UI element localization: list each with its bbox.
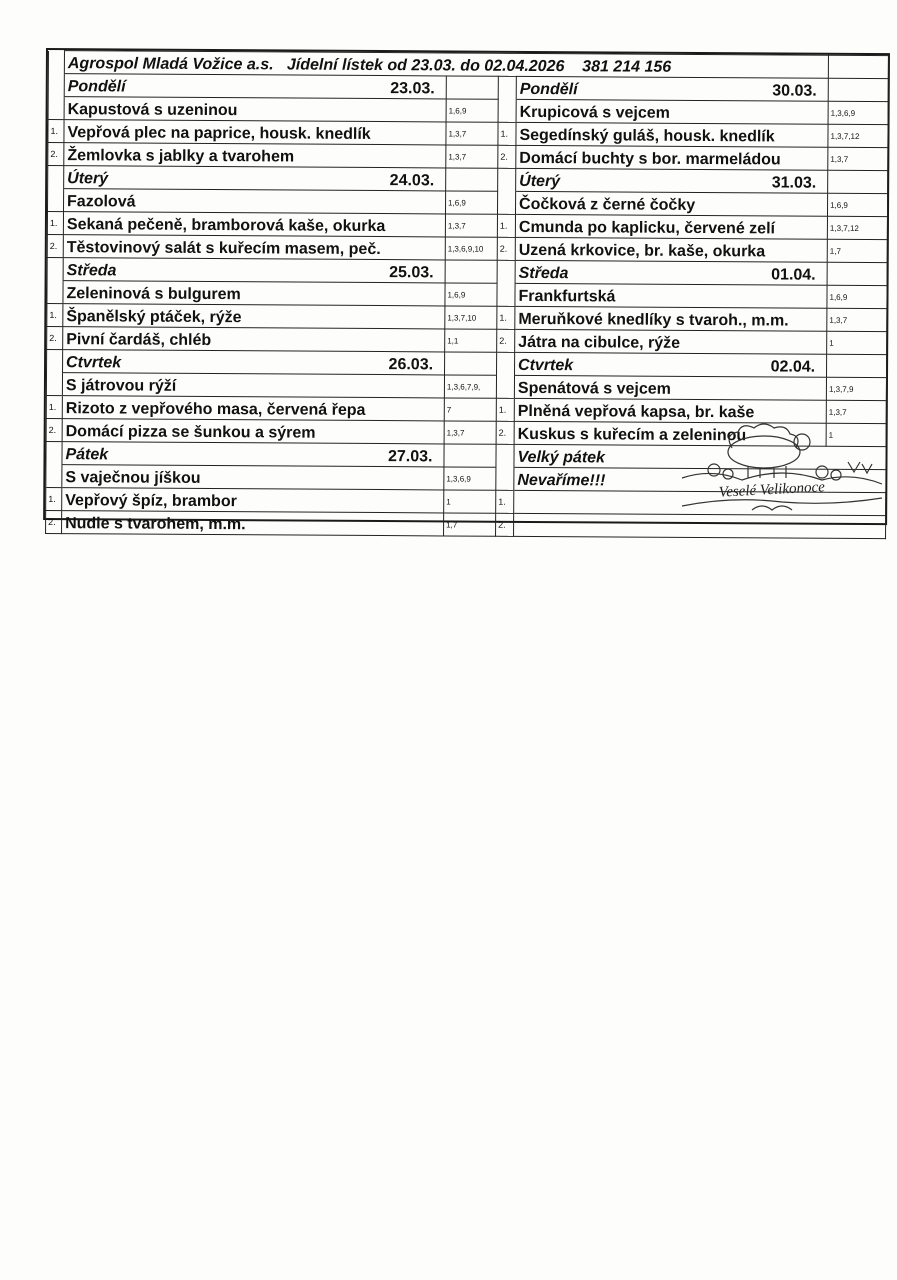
meal-number: 1. [46, 396, 62, 419]
easter-lamb-logo [652, 420, 892, 516]
allergen-code: 1,3,7,12 [828, 124, 888, 147]
day-date: 26.03. [388, 356, 434, 374]
day-date: 02.04. [770, 358, 816, 376]
allergen-empty [445, 352, 497, 375]
allergen-code: 1,6,9 [446, 99, 498, 122]
row-margin [498, 76, 516, 99]
meal-number: 1. [496, 490, 514, 513]
meal-number: 2. [497, 237, 515, 260]
meal-number: 2. [497, 329, 515, 352]
meal-name: Rizoto z vepřového masa, červená řepa [62, 396, 444, 421]
day-name: Pondělí [67, 78, 126, 96]
meal-number: 1. [47, 304, 63, 327]
allergen-code: 1,3,7 [828, 147, 888, 170]
day-date: 27.03. [387, 448, 433, 466]
day-date: 31.03. [771, 174, 817, 192]
day-name: Středa [66, 262, 117, 280]
allergen-empty [827, 354, 887, 377]
allergen-code: 1,6,9 [827, 285, 887, 308]
allergen-code: 1,3,7 [446, 122, 498, 145]
row-margin [46, 442, 62, 465]
row-margin [48, 189, 64, 212]
allergen-code: 1 [444, 490, 496, 513]
easter-greeting: Veselé Velikonoce [718, 479, 826, 501]
allergen-code: 1,3,7,12 [827, 216, 887, 239]
day-date: 23.03. [390, 80, 435, 98]
allergen-code: 1,3,7,9 [826, 377, 886, 400]
meal-number: 2. [47, 327, 63, 350]
left-day-header [63, 258, 445, 283]
meal-number: 2. [496, 421, 514, 444]
meal-number: 1. [496, 398, 514, 421]
row-margin [496, 375, 514, 398]
row-margin [47, 350, 63, 373]
row-margin [46, 465, 62, 488]
day-name: Pondělí [519, 80, 578, 99]
allergen-empty [446, 168, 498, 191]
soup-name: S vaječnou jíškou [62, 465, 444, 490]
row-margin [497, 283, 515, 306]
allergen-code: 1,7 [444, 513, 496, 536]
day-name: Ctvrtek [66, 354, 122, 372]
day-date: 25.03. [389, 264, 434, 282]
allergen-empty [828, 170, 888, 193]
day-date: 01.04. [771, 266, 816, 284]
meal-name: Španělský ptáček, rýže [63, 304, 445, 329]
company-name: Agrospol Mladá Vožice a.s. [67, 55, 274, 74]
meal-number: 1. [498, 122, 516, 145]
left-day-header [63, 350, 445, 375]
meal-name: Uzená krkovice, br. kaše, okurka [515, 237, 827, 262]
meal-name: Vepřový špíz, brambor [62, 488, 444, 513]
allergen-code: 1,3,7,10 [445, 306, 497, 329]
allergen-code: 1 [826, 423, 886, 446]
soup-name: Kapustová s uzeninou [64, 97, 446, 122]
menu-title: Jídelní lístek od 23.03. do 02.04.2026 [286, 56, 565, 76]
meal-name: Domácí pizza se šunkou a sýrem [62, 419, 444, 444]
row-margin [496, 467, 514, 490]
meal-number: 1. [46, 488, 62, 511]
left-day-header [62, 442, 444, 467]
allergen-code: 1,3,6,9,10 [445, 237, 497, 260]
blank-cell [514, 513, 886, 538]
allergen-code: 1,6,9 [445, 283, 497, 306]
meal-number: 1. [497, 214, 515, 237]
row-margin [48, 97, 64, 120]
allergen-code: 1,1 [445, 329, 497, 352]
meal-name: Domácí buchty s bor. marmeládou [516, 145, 828, 170]
allergen-empty [444, 444, 496, 467]
soup-name: Fazolová [64, 189, 446, 214]
meal-number: 2. [47, 235, 63, 258]
allergen-code: 1,3,6,7,9, [444, 375, 496, 398]
allergen-code: 7 [444, 398, 496, 421]
header-empty [828, 55, 888, 78]
meal-name: Žemlovka s jablky a tvarohem [64, 143, 446, 168]
header-margin [48, 51, 64, 74]
meal-number: 1. [497, 306, 515, 329]
right-day-header [516, 168, 828, 193]
day-date: 30.03. [772, 82, 817, 100]
allergen-code: 1 [827, 331, 887, 354]
row-margin [48, 74, 64, 97]
allergen-code: 1,7 [827, 239, 887, 262]
day-name: Pátek [65, 446, 109, 464]
left-day-header [64, 166, 446, 191]
meal-name: Pivní čardáš, chléb [63, 327, 445, 352]
allergen-code: 1,6,9 [828, 193, 888, 216]
row-margin [496, 444, 514, 467]
meal-name: Meruňkové knedlíky s tvaroh., m.m. [515, 306, 827, 331]
meal-name: Segedínský guláš, housk. knedlík [516, 122, 828, 147]
day-name: Úterý [519, 172, 561, 191]
day-name: Úterý [67, 170, 109, 188]
phone-number: 381 214 156 [582, 58, 672, 76]
row-margin [47, 258, 63, 281]
allergen-code: 1,3,7 [826, 400, 886, 423]
row-margin [497, 352, 515, 375]
meal-name: Těstovinový salát s kuřecím masem, peč. [63, 235, 445, 260]
meal-number: 1. [47, 212, 63, 235]
allergen-code: 1,3,7 [444, 421, 496, 444]
allergen-code: 1,3,7 [446, 145, 498, 168]
row-margin [47, 281, 63, 304]
meal-name: Játra na cibulce, rýže [515, 329, 827, 354]
soup-name: Krupicová s vejcem [516, 99, 828, 124]
meal-number: 1. [48, 120, 64, 143]
row-margin [497, 260, 515, 283]
soup-name: Spenátová s vejcem [514, 375, 826, 400]
meal-name: Kuskus s kuřecím a zeleninou [514, 421, 826, 446]
soup-name: Frankfurtská [515, 283, 827, 308]
friday-closed: Nevaříme!!! [514, 467, 826, 492]
right-day-header [515, 352, 827, 377]
meal-number: 2. [46, 419, 62, 442]
row-margin [498, 99, 516, 122]
soup-name: Čočková z černé čočky [515, 191, 827, 216]
meal-number: 2. [496, 513, 514, 536]
row-margin [498, 168, 516, 191]
allergen-code: 1,6,9 [445, 191, 497, 214]
allergen-empty [828, 78, 888, 101]
meal-number: 2. [48, 143, 64, 166]
right-day-header [516, 76, 828, 101]
right-day-header [515, 260, 827, 285]
lamb-body-icon [728, 436, 800, 468]
row-margin [497, 191, 515, 214]
allergen-code: 1,3,7 [445, 214, 497, 237]
meal-name: Sekaná pečeně, bramborová kaše, okurka [63, 212, 445, 237]
allergen-code: 1,3,6,9 [444, 467, 496, 490]
meal-name: Vepřová plec na paprice, housk. knedlík [64, 120, 446, 145]
friday-holiday: Velký pátek [514, 444, 826, 469]
soup-name: S játrovou rýží [62, 373, 444, 398]
day-name: Ctvrtek [518, 356, 574, 375]
allergen-code: 1,3,7 [827, 308, 887, 331]
day-date: 24.03. [389, 172, 435, 190]
allergen-empty [445, 260, 497, 283]
left-day-header [64, 74, 446, 99]
meal-number: 2. [46, 511, 62, 534]
allergen-code: 1,3,6,9 [828, 101, 888, 124]
row-margin [46, 373, 62, 396]
row-margin [48, 166, 64, 189]
meal-name: Plněná vepřová kapsa, br. kaše [514, 398, 826, 423]
day-name: Středa [518, 264, 569, 283]
soup-name: Zeleninová s bulgurem [63, 281, 445, 306]
meal-name: Nudle s tvarohem, m.m. [62, 511, 444, 536]
meal-number: 2. [498, 145, 516, 168]
allergen-empty [446, 76, 498, 99]
allergen-empty [827, 262, 887, 285]
meal-name: Cmunda po kaplicku, červené zelí [515, 214, 827, 239]
